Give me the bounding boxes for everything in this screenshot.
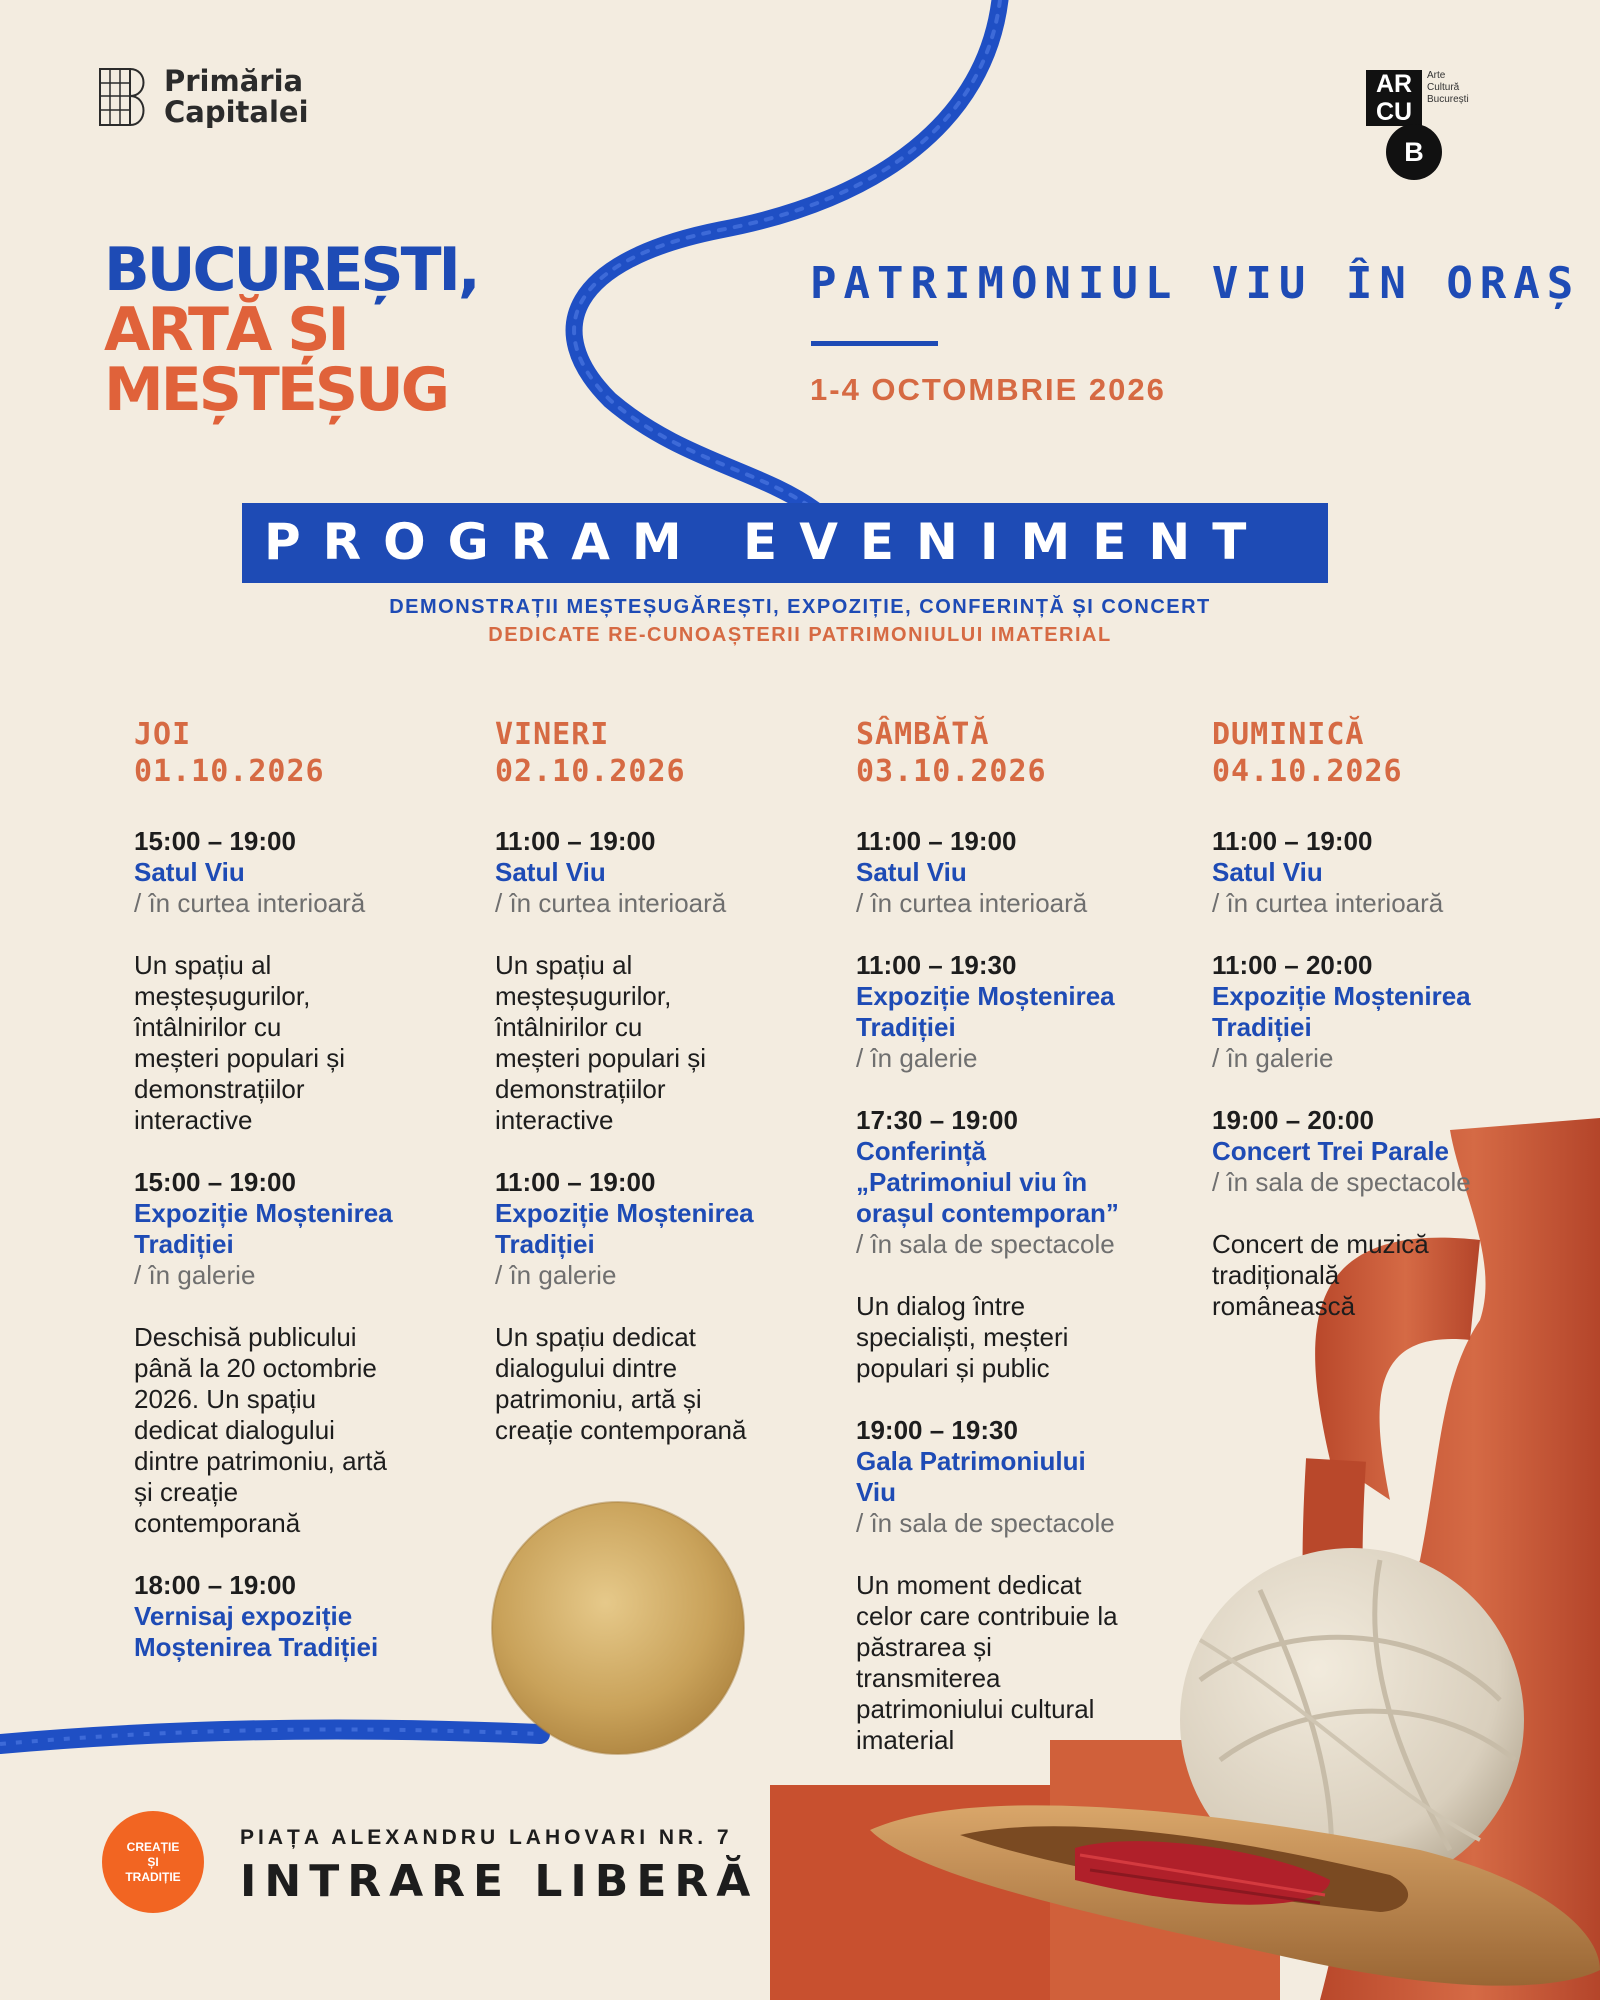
- day-name: SÂMBĂTĂ: [856, 717, 990, 752]
- event-time: 19:00 – 20:00: [1212, 1105, 1374, 1135]
- day-column-saturday: [856, 716, 1146, 1787]
- free-entry: INTRARE LIBERĂ: [240, 1856, 759, 1907]
- program-banner-text: PROGRAM EVENIMENT: [264, 513, 1269, 571]
- gold-disc: [492, 1502, 744, 1754]
- schedule-event: [856, 1415, 1146, 1756]
- day-column-friday: [495, 716, 785, 1477]
- event-name: Concert Trei Parale: [1212, 1136, 1449, 1166]
- event-name: Satul Viu: [1212, 857, 1323, 887]
- schedule-event: [1212, 950, 1502, 1074]
- event-name: Satul Viu: [134, 857, 245, 887]
- event-description: Deschisă publicului până la 20 octombrie 2026. Un spațiu dedicat dialogului dintre patrimoniu, artă și creație contemporană: [134, 1322, 387, 1538]
- event-time: 15:00 – 19:00: [134, 1167, 296, 1197]
- badge-line1: CREAȚIE: [126, 1839, 180, 1854]
- event-title: PATRIMONIUL VIU ÎN ORAȘ: [810, 258, 1581, 309]
- day-date: 01.10.2026: [134, 754, 325, 789]
- event-name: Gala Patrimoniului Viu: [856, 1446, 1086, 1507]
- event-location: / în curtea interioară: [856, 888, 1088, 918]
- schedule-event: [495, 1167, 785, 1446]
- event-location: / în curtea interioară: [134, 888, 366, 918]
- event-name: Expoziție Moștenirea Tradiției: [1212, 981, 1471, 1042]
- event-location: / în sala de spectacole: [856, 1508, 1115, 1538]
- schedule-event: [134, 1167, 424, 1539]
- primaria-capitalei-logo: [98, 66, 309, 128]
- event-name: Expoziție Moștenirea Tradiției: [134, 1198, 393, 1259]
- event-time: 15:00 – 19:00: [134, 826, 296, 856]
- day-column-thursday: [134, 716, 424, 1694]
- headline-line1: BUCUREȘTI,: [104, 235, 478, 305]
- badge-line2: ȘI: [147, 1854, 159, 1869]
- day-name: DUMINICĂ: [1212, 717, 1365, 752]
- event-time: 11:00 – 19:00: [1212, 826, 1373, 856]
- event-name: Conferință „Patrimoniul viu în orașul contemporan”: [856, 1136, 1119, 1228]
- event-location: / în curtea interioară: [495, 888, 727, 918]
- day-date: 04.10.2026: [1212, 754, 1403, 789]
- event-time: 11:00 – 20:00: [1212, 950, 1373, 980]
- arcub-sub-2: Cultură: [1427, 82, 1460, 93]
- day-name: VINERI: [495, 717, 610, 752]
- arcub-logo: [1366, 70, 1496, 190]
- event-time: 19:00 – 19:30: [856, 1415, 1018, 1445]
- program-subtitle-2: DEDICATE RE-CUNOAȘTERII PATRIMONIULUI IMATERIAL: [488, 624, 1112, 646]
- event-description: Un spațiu al meșteșugurilor, întâlnirilor cu meșteri populari și demonstrațiilor interactive: [134, 950, 345, 1135]
- event-time: 11:00 – 19:30: [856, 950, 1017, 980]
- event-description: Un spațiu al meșteșugurilor, întâlnirilor cu meșteri populari și demonstrațiilor interactive: [495, 950, 706, 1135]
- event-time: 11:00 – 19:00: [495, 826, 656, 856]
- event-name: Satul Viu: [856, 857, 967, 887]
- day-name: JOI: [134, 717, 192, 752]
- primaria-line1: Primăria: [164, 64, 304, 98]
- arcub-sub-3: București: [1427, 94, 1469, 105]
- primaria-line2: Capitalei: [164, 95, 309, 129]
- event-name: Vernisaj expoziție Moștenirea Tradiției: [134, 1601, 379, 1662]
- event-location: / în galerie: [134, 1260, 256, 1290]
- arcub-circle: B: [1386, 124, 1442, 180]
- headline-line2: ARTĂ ȘI: [104, 295, 347, 365]
- event-description: Un dialog între specialiști, meșteri populari și public: [856, 1291, 1069, 1383]
- event-time: 18:00 – 19:00: [134, 1570, 296, 1600]
- schedule-event: [495, 826, 785, 1136]
- event-dates: 1-4 OCTOMBRIE 2026: [810, 372, 1166, 407]
- badge-line3: TRADIȚIE: [125, 1869, 181, 1884]
- event-location: / în galerie: [495, 1260, 617, 1290]
- day-date: 03.10.2026: [856, 754, 1047, 789]
- primaria-building-icon: [98, 67, 148, 127]
- headline-line3: MEȘTEȘUG: [104, 355, 448, 425]
- event-location: / în sala de spectacole: [1212, 1167, 1471, 1197]
- day-column-sunday: [1212, 716, 1502, 1353]
- event-time: 11:00 – 19:00: [856, 826, 1017, 856]
- schedule-event: [134, 1570, 424, 1663]
- arcub-sub-1: Arte: [1427, 70, 1446, 81]
- schedule-event: [134, 826, 424, 1136]
- schedule-event: [856, 826, 1146, 919]
- title-underline: [811, 341, 938, 346]
- event-name: Satul Viu: [495, 857, 606, 887]
- event-time: 17:30 – 19:00: [856, 1105, 1018, 1135]
- venue-address: PIAȚA ALEXANDRU LAHOVARI NR. 7: [240, 1826, 733, 1849]
- event-description: Concert de muzică tradițională românească: [1212, 1229, 1429, 1321]
- arcub-letters-1: AR: [1375, 70, 1413, 98]
- event-description: Un moment dedicat celor care contribuie la păstrarea și transmiterea patrimoniului cultural imaterial: [856, 1570, 1118, 1755]
- day-date: 02.10.2026: [495, 754, 686, 789]
- event-time: 11:00 – 19:00: [495, 1167, 656, 1197]
- program-subtitle-1: DEMONSTRAȚII MEȘTEȘUGĂREȘTI, EXPOZIȚIE, CONFERINȚĂ ȘI CONCERT: [389, 596, 1211, 618]
- blue-rope-top: [574, 0, 1000, 510]
- event-location: / în galerie: [856, 1043, 978, 1073]
- event-location: / în galerie: [1212, 1043, 1334, 1073]
- schedule-event: [1212, 826, 1502, 919]
- schedule-event: [856, 950, 1146, 1074]
- event-name: Expoziție Moștenirea Tradiției: [495, 1198, 754, 1259]
- event-location: / în curtea interioară: [1212, 888, 1444, 918]
- event-description: Un spațiu dedicat dialogului dintre patrimoniu, artă și creație contemporană: [495, 1322, 747, 1445]
- event-location: / în sala de spectacole: [856, 1229, 1115, 1259]
- headline: [104, 235, 478, 425]
- arcub-letters-2: CU: [1375, 98, 1413, 126]
- event-name: Expoziție Moștenirea Tradiției: [856, 981, 1115, 1042]
- schedule-event: [856, 1105, 1146, 1384]
- creatie-traditie-badge: [102, 1811, 204, 1913]
- schedule-event: [1212, 1105, 1502, 1322]
